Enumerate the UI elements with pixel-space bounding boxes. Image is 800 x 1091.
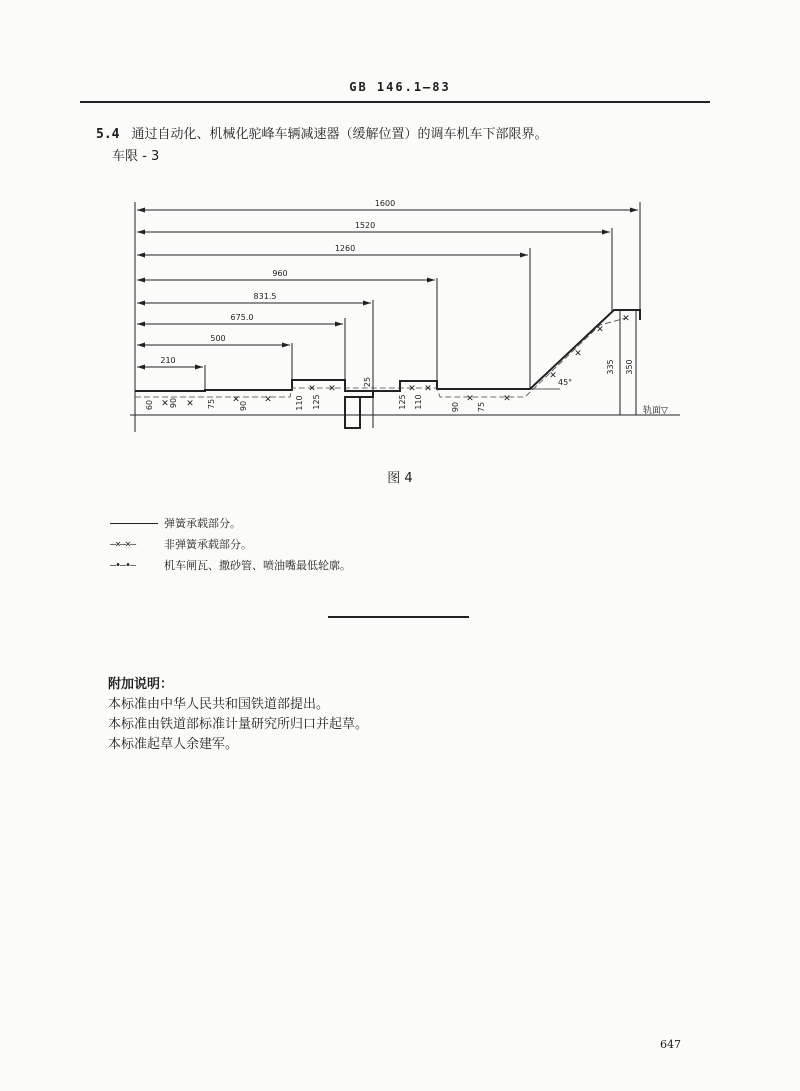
x-line-sample: —×—×— bbox=[110, 538, 136, 550]
vdim-350: 350 bbox=[625, 359, 634, 375]
dim-831-5: 831.5 bbox=[253, 292, 277, 301]
clause-number: 5.4 bbox=[96, 127, 120, 142]
page-number: 647 bbox=[660, 1038, 681, 1051]
svg-text:✕: ✕ bbox=[408, 384, 416, 394]
svg-text:✕: ✕ bbox=[466, 394, 474, 404]
svg-text:✕: ✕ bbox=[549, 371, 557, 381]
svg-text:✕: ✕ bbox=[574, 349, 582, 359]
angle-label: 45° bbox=[558, 378, 573, 387]
notes-title: 附加说明： bbox=[108, 677, 174, 692]
svg-text:✕: ✕ bbox=[161, 399, 169, 409]
svg-text:✕: ✕ bbox=[186, 399, 194, 409]
clause-subtitle: 车限 - 3 bbox=[112, 149, 160, 164]
note-line: 本标准起草人余建军。 bbox=[108, 737, 239, 752]
vdim-125b: 125 bbox=[398, 394, 407, 410]
separator-rule bbox=[328, 616, 469, 618]
vdim-90c: 90 bbox=[451, 401, 460, 413]
svg-text:✕: ✕ bbox=[424, 384, 432, 394]
dim-500: 500 bbox=[210, 334, 226, 343]
dot-dash-sample: —•—•— bbox=[110, 559, 136, 571]
vdim-60: 60 bbox=[145, 399, 154, 411]
legend-text: 机车闸瓦、撒砂管、喷油嘴最低轮廓。 bbox=[164, 559, 351, 572]
solid-line-sample bbox=[110, 523, 158, 524]
legend-text: 弹簧承载部分。 bbox=[164, 517, 241, 530]
dim-210: 210 bbox=[160, 356, 176, 365]
dim-1260: 1260 bbox=[334, 244, 356, 253]
vdim-125a: 125 bbox=[312, 394, 321, 410]
vdim-110b: 110 bbox=[414, 394, 423, 410]
svg-text:✕: ✕ bbox=[308, 384, 316, 394]
vdim-75b: 75 bbox=[477, 401, 486, 413]
rail-level-label: 轨面▽ bbox=[643, 406, 668, 416]
vdim-110a: 110 bbox=[295, 395, 304, 411]
svg-text:✕: ✕ bbox=[264, 395, 272, 405]
note-line: 本标准由铁道部标准计量研究所归口并起草。 bbox=[108, 717, 369, 732]
spring-loaded-outline bbox=[135, 310, 640, 428]
dim-675: 675.0 bbox=[230, 313, 254, 322]
note-line: 本标准由中华人民共和国铁道部提出。 bbox=[108, 697, 330, 712]
clause-5-4 bbox=[96, 123, 548, 142]
dim-960: 960 bbox=[272, 269, 288, 278]
clearance-diagram bbox=[0, 190, 800, 450]
vdim-75a: 75 bbox=[207, 398, 216, 410]
header-rule bbox=[80, 101, 710, 103]
vdim-25: 25 bbox=[363, 376, 372, 388]
dim-1520: 1520 bbox=[354, 221, 376, 230]
figure-caption: 图 4 bbox=[387, 471, 413, 486]
vdim-335: 335 bbox=[606, 359, 615, 375]
legend-brake bbox=[110, 557, 351, 573]
svg-text:✕: ✕ bbox=[596, 325, 604, 335]
svg-text:✕: ✕ bbox=[503, 394, 511, 404]
vdim-90b: 90 bbox=[239, 400, 248, 412]
legend-spring bbox=[110, 515, 241, 531]
non-spring-loaded-outline bbox=[135, 318, 626, 397]
legend-text: 非弹簧承载部分。 bbox=[164, 538, 252, 551]
legend-non-spring bbox=[110, 536, 252, 552]
svg-text:✕: ✕ bbox=[622, 314, 630, 324]
standard-code: GB 146.1—83 bbox=[349, 80, 451, 94]
dim-1600: 1600 bbox=[374, 199, 396, 208]
vdim-90a: 90 bbox=[169, 397, 178, 409]
svg-text:✕: ✕ bbox=[232, 395, 240, 405]
svg-text:✕: ✕ bbox=[328, 384, 336, 394]
clause-text: 通过自动化、机械化驼峰车辆减速器（缓解位置）的调车机车下部限界。 bbox=[131, 127, 548, 142]
